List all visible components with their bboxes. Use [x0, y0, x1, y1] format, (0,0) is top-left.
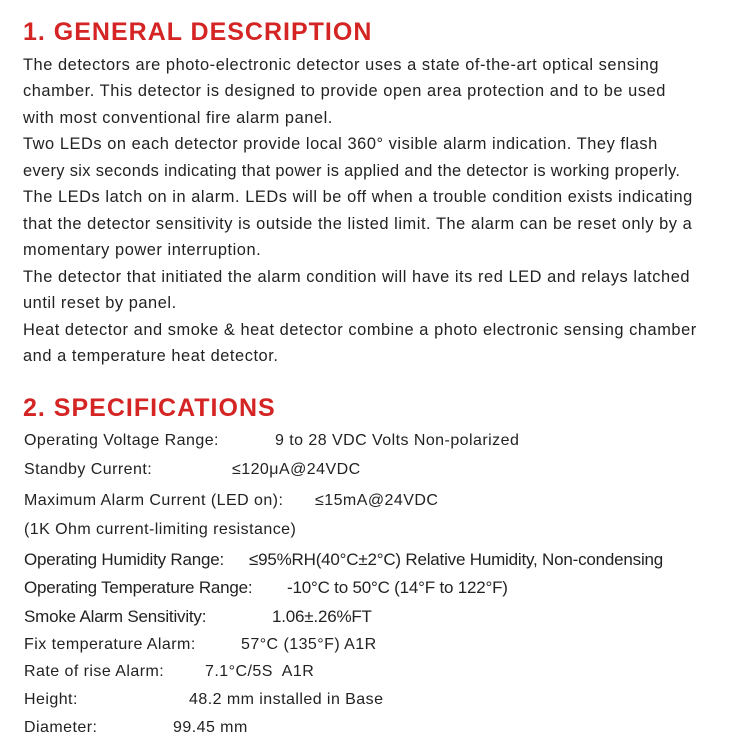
spec-label: Standby Current:: [24, 461, 153, 478]
spec-label: Smoke Alarm Sensitivity:: [24, 607, 207, 626]
spec-label: Diameter:: [24, 719, 98, 736]
spec-label: Height:: [24, 691, 78, 708]
description-line: momentary power interruption.: [23, 241, 262, 259]
description-line: The detectors are photo-electronic detector uses a state of-the-art optical sensing: [23, 56, 660, 74]
description-line: The LEDs latch on in alarm. LEDs will be off when a trouble condition exists indicating: [23, 188, 693, 206]
spec-row-humidity-range: [24, 550, 664, 570]
description-line: every six seconds indicating that power is applied and the detector is working properly.: [23, 162, 681, 180]
spec-row-temperature-range: [24, 578, 508, 598]
spec-label: Maximum Alarm Current (LED on):: [24, 492, 284, 509]
section-title-general-description: 1. GENERAL DESCRIPTION: [23, 18, 373, 46]
spec-label: Fix temperature Alarm:: [24, 636, 196, 653]
spec-value: -10°C to 50°C (14°F to 122°F): [287, 578, 508, 597]
spec-label: Rate of rise Alarm:: [24, 663, 165, 680]
spec-value: 48.2 mm installed in Base: [189, 691, 384, 708]
spec-value: 57°C (135°F) A1R: [241, 636, 377, 653]
description-line: Two LEDs on each detector provide local 360° visible alarm indication. They flash: [23, 135, 658, 153]
description-line: and a temperature heat detector.: [23, 347, 279, 365]
spec-value: 1.06±.26%FT: [272, 607, 372, 626]
spec-value: ≤120μA@24VDC: [232, 461, 361, 478]
section-title-specifications: 2. SPECIFICATIONS: [23, 394, 276, 422]
spec-value: 9 to 28 VDC Volts Non-polarized: [275, 432, 520, 449]
spec-row-diameter: [24, 718, 248, 738]
spec-row-fix-temperature-alarm: [24, 635, 377, 655]
spec-value: 99.45 mm: [173, 719, 248, 736]
spec-value: ≤15mA@24VDC: [315, 492, 439, 509]
spec-value: 7.1°C/5S A1R: [205, 663, 315, 680]
spec-row-operating-voltage: [24, 431, 520, 451]
spec-row-rate-of-rise-alarm: [24, 662, 315, 682]
spec-row-resistance-note: [24, 520, 296, 540]
spec-label: Operating Humidity Range:: [24, 550, 225, 569]
spec-row-smoke-sensitivity: [24, 607, 372, 627]
spec-row-height: [24, 690, 384, 710]
description-line: with most conventional fire alarm panel.: [23, 109, 333, 127]
spec-label: Operating Voltage Range:: [24, 432, 219, 449]
description-line: that the detector sensitivity is outside the listed limit. The alarm can be reset only by a: [23, 215, 693, 233]
description-line: until reset by panel.: [23, 294, 177, 312]
description-line: The detector that initiated the alarm condition will have its red LED and relays latched: [23, 268, 691, 286]
spec-row-max-alarm-current: [24, 491, 439, 511]
description-line: Heat detector and smoke & heat detector combine a photo electronic sensing chamber: [23, 321, 697, 339]
description-line: chamber. This detector is designed to provide open area protection and to be used: [23, 82, 666, 100]
spec-label: Operating Temperature Range:: [24, 578, 253, 597]
spec-label: (1K Ohm current-limiting resistance): [24, 521, 297, 538]
spec-row-standby-current: [24, 460, 361, 480]
spec-value: ≤95%RH(40°C±2°C) Relative Humidity, Non-condensing: [249, 550, 664, 569]
